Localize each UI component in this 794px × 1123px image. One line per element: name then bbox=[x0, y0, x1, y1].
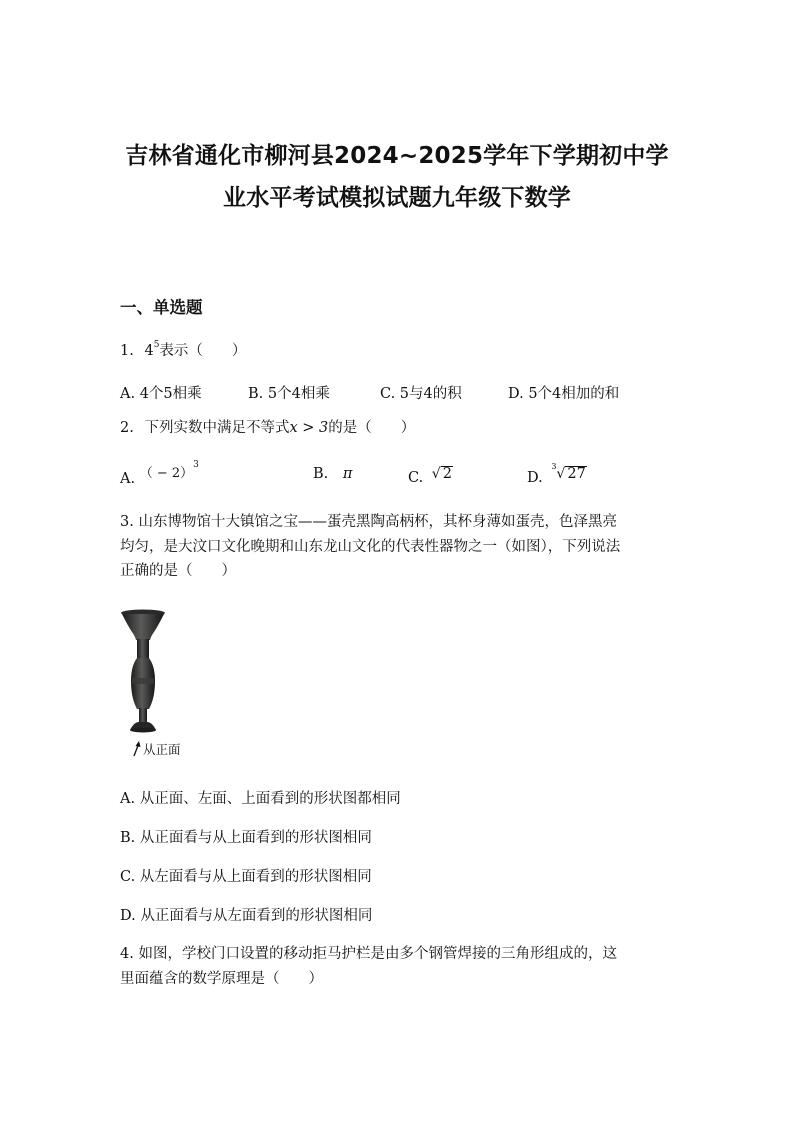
question-3-line-3: 正确的是（ ） bbox=[120, 563, 236, 579]
section-heading: 一、单选题 bbox=[120, 298, 203, 317]
question-2-option-a[interactable] bbox=[120, 460, 199, 487]
question-2-option-a-exponent: 3 bbox=[193, 460, 199, 470]
question-1 bbox=[120, 340, 247, 360]
question-2-inequality: x > 3 bbox=[289, 420, 329, 436]
cup-view-label: 从正面 bbox=[143, 742, 181, 757]
question-1-base: 4 bbox=[144, 343, 154, 359]
question-2-option-b-expr: π bbox=[342, 466, 353, 482]
document-title-line-1: 吉林省通化市柳河县2024~2025学年下学期初中学 bbox=[125, 143, 669, 169]
question-4-line-2: 里面蕴含的数学原理是（ ） bbox=[120, 971, 323, 987]
question-2-option-d[interactable]: D. $^3$√ 27 bbox=[527, 462, 586, 486]
question-1-exponent: 5 bbox=[153, 340, 160, 350]
question-3-line-1: 3. 山东博物馆十大镇馆之宝——蛋壳黑陶高柄杯，其杯身薄如蛋壳，色泽黑亮 bbox=[120, 514, 617, 530]
question-2-option-b[interactable] bbox=[313, 466, 352, 482]
question-2-option-c-expr: 2 bbox=[442, 466, 452, 482]
question-2-option-b-label: B. bbox=[313, 466, 329, 482]
question-2-number: 2. bbox=[120, 420, 134, 436]
document-title-line-2: 业水平考试模拟试题九年级下数学 bbox=[223, 185, 571, 211]
question-3-option-b[interactable]: B. 从正面看与从上面看到的形状图相同 bbox=[120, 830, 372, 846]
question-3-line-2: 均匀，是大汶口文化晚期和山东龙山文化的代表性器物之一（如图），下列说法 bbox=[120, 539, 621, 555]
question-4-line-1: 4. 如图，学校门口设置的移动拒马护栏是由多个钢管焊接的三角形组成的，这 bbox=[120, 946, 617, 962]
question-2-option-d-index: 3 bbox=[551, 462, 557, 471]
question-3-option-d[interactable]: D. 从正面看与从左面看到的形状图相同 bbox=[120, 908, 373, 924]
question-1-option-c[interactable]: C. 5与4的积 bbox=[380, 386, 462, 402]
question-3-option-a[interactable]: A. 从正面、左面、上面看到的形状图都相同 bbox=[120, 791, 401, 807]
question-1-number: 1. bbox=[120, 343, 134, 359]
question-1-option-d[interactable]: D. 5个4相加的和 bbox=[508, 386, 620, 402]
question-1-option-b[interactable]: B. 5个4相乘 bbox=[248, 386, 330, 402]
question-2-option-a-expr: （ − 2） bbox=[139, 466, 194, 481]
question-2-option-a-label: A. bbox=[120, 471, 136, 487]
question-2-option-d-expr: 27 bbox=[567, 466, 586, 482]
question-2-option-d-label: D. bbox=[527, 470, 543, 486]
question-3-option-c[interactable]: C. 从左面看与从上面看到的形状图相同 bbox=[120, 869, 372, 885]
question-2-text-before: 下列实数中满足不等式 bbox=[144, 420, 290, 436]
question-2 bbox=[120, 420, 415, 437]
question-1-text: 表示（ ） bbox=[159, 343, 247, 359]
question-2-text-after: 的是（ ） bbox=[328, 420, 416, 436]
question-2-option-c[interactable]: C. √ 2 bbox=[408, 466, 452, 486]
question-2-option-c-label: C. bbox=[408, 470, 424, 486]
question-1-option-a[interactable]: A. 4个5相乘 bbox=[120, 386, 202, 402]
